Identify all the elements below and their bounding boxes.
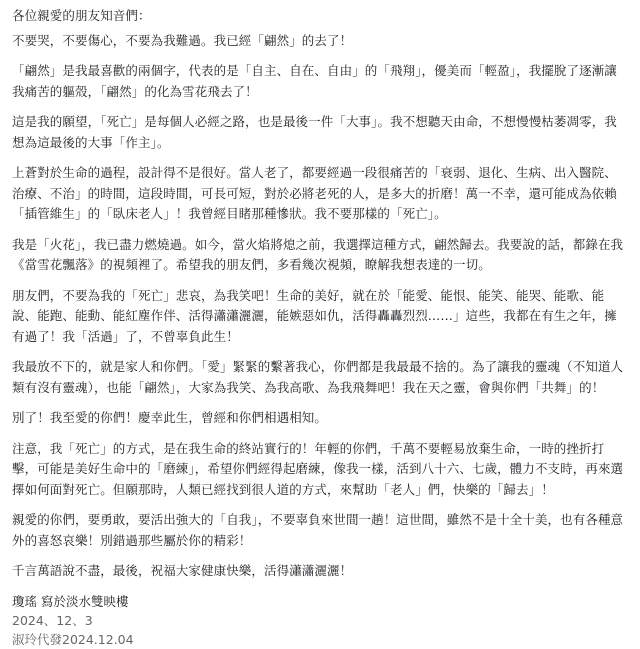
date-line: 2024、12、3	[12, 612, 93, 628]
paragraph-3: 這是我的願望，「死亡」是每個人必經之路，也是最後一件「大事」。我不想聽天由命，不想慢慢枯萎凋零，我想為這最後的大事「作主」。	[12, 114, 617, 150]
paragraph-2: 「翩然」是我最喜歡的兩個字，代表的是「自主、自在、自由」的「飛翔」，優美而「輕盈」，我擺脫了逐漸讓我痛苦的軀殼，「翩然」的化為雪花飛去了！	[12, 63, 617, 99]
paragraph-6: 朋友們，不要為我的「死亡」悲哀，為我笑吧！生命的美好，就在於「能愛、能恨、能笑、能哭、能歌、能說、能跑、能動、能紅塵作伴、活得瀟瀟灑灑，能嫉惡如仇，活得轟轟烈烈……」這些，我都在有生之年，擁有過了！我「活過」了，不曾辜負此生！	[12, 287, 617, 344]
paragraph-10: 親愛的你們，要勇敢，要活出強大的「自我」，不要辜負來世間一趟！這世間，雖然不是十全十美，也有各種意外的喜怒哀樂！別錯過那些屬於你的精彩！	[12, 512, 624, 548]
signature-block	[12, 592, 628, 649]
paragraph-9: 注意，我「死亡」的方式，是在我生命的終站實行的！年輕的你們，千萬不要輕易放棄生命，一時的挫折打擊，可能是美好生命中的「磨練」，希望你們經得起磨練，像我一樣，活到八十六、七歲，體力不支時，再來選擇如何面對死亡。但願那時，人類已經找到很人道的方式，來幫助「老人」們，快樂的「歸去」！	[12, 440, 624, 497]
paragraph-5: 我是「火花」，我已盡力燃燒過。如今，當火焰將熄之前，我選擇這種方式，翩然歸去。我要說的話，都錄在我《當雪花飄落》的視頻裡了。希望我的朋友們，多看幾次視頻，瞭解我想表達的一切。	[12, 236, 624, 272]
author-line: 瓊瑤 寫於淡水雙映樓	[12, 593, 129, 609]
greeting: 各位親愛的朋友知音們：	[12, 8, 151, 23]
paragraph-11: 千言萬語說不盡，最後，祝福大家健康快樂，活得瀟瀟灑灑！	[12, 563, 353, 578]
paragraph-7: 我最放不下的，就是家人和你們。「愛」緊緊的繫著我心，你們都是我最最不捨的。為了讓我的靈魂（不知道人類有沒有靈魂），也能「翩然」，大家為我笑、為我高歌、為我飛舞吧！我在天之靈，會與你們「共舞」的！	[12, 359, 624, 395]
paragraph-1: 不要哭，不要傷心，不要為我難過。我已經「翩然」的去了！	[12, 32, 353, 48]
paragraph-4: 上蒼對於生命的過程，設計得不是很好。當人老了，都要經過一段很痛苦的「衰弱、退化、生病、出入醫院、治療、不治」的時間，這段時間，可長可短，對於必將老死的人，是多大的折磨！萬一不幸，還可能成為依賴「插管維生」的「臥床老人」！我曾經目睹那種慘狀。我不要那樣的「死亡」。	[12, 165, 617, 221]
paragraph-8: 別了！我至愛的你們！慶幸此生，曾經和你們相遇相知。	[12, 410, 328, 425]
relay-line: 淑玲代發2024.12.04	[12, 631, 134, 647]
